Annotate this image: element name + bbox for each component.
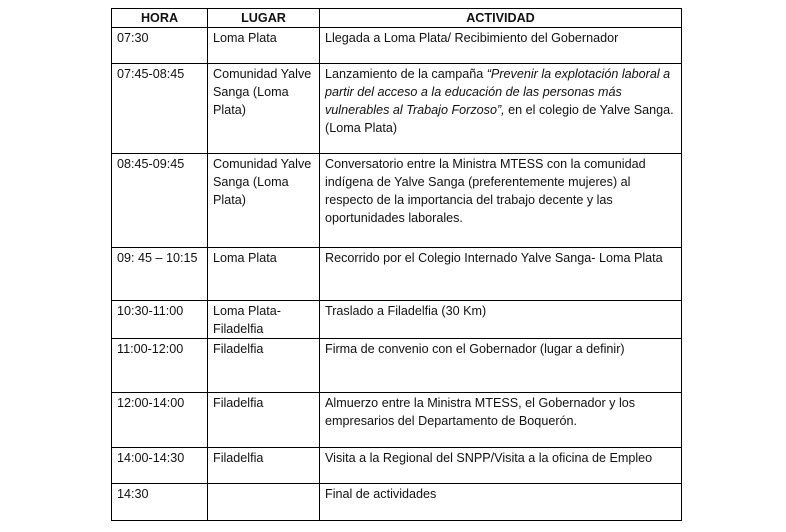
table-row	[112, 448, 682, 484]
cell-actividad: Firma de convenio con el Gobernador (lugar a definir)	[320, 339, 682, 393]
cell-hora: 14:30	[112, 484, 208, 521]
table-row	[112, 154, 682, 248]
header-row	[112, 9, 682, 28]
cell-actividad: Llegada a Loma Plata/ Recibimiento del Gobernador	[320, 28, 682, 64]
cell-lugar: Comunidad Yalve Sanga (Loma Plata)	[208, 64, 320, 154]
cell-actividad: Conversatorio entre la Ministra MTESS con la comunidad indígena de Yalve Sanga (preferentemente mujeres) al respecto de la importancia del trabajo decente y las oportunidades laborales.	[320, 154, 682, 248]
header-lugar: LUGAR	[208, 9, 320, 28]
schedule-table	[111, 8, 682, 521]
cell-hora: 07:30	[112, 28, 208, 64]
table-row	[112, 64, 682, 154]
cell-hora: 07:45-08:45	[112, 64, 208, 154]
cell-lugar	[208, 484, 320, 521]
table-row	[112, 339, 682, 393]
cell-actividad: Final de actividades	[320, 484, 682, 521]
cell-hora: 14:00-14:30	[112, 448, 208, 484]
cell-lugar: Loma Plata	[208, 248, 320, 301]
table-row	[112, 393, 682, 448]
cell-hora: 09: 45 – 10:15	[112, 248, 208, 301]
header-actividad: ACTIVIDAD	[320, 9, 682, 28]
cell-lugar: Filadelfia	[208, 339, 320, 393]
cell-actividad	[320, 64, 682, 154]
header-hora: HORA	[112, 9, 208, 28]
cell-actividad: Recorrido por el Colegio Internado Yalve Sanga- Loma Plata	[320, 248, 682, 301]
cell-lugar: Comunidad Yalve Sanga (Loma Plata)	[208, 154, 320, 248]
cell-actividad: Visita a la Regional del SNPP/Visita a la oficina de Empleo	[320, 448, 682, 484]
cell-lugar: Filadelfia	[208, 393, 320, 448]
table-row	[112, 28, 682, 64]
actividad-text: Lanzamiento de la campaña	[325, 67, 487, 81]
cell-lugar: Filadelfia	[208, 448, 320, 484]
cell-hora: 11:00-12:00	[112, 339, 208, 393]
cell-lugar: Loma Plata- Filadelfia	[208, 301, 320, 339]
table-row	[112, 301, 682, 339]
cell-actividad: Traslado a Filadelfia (30 Km)	[320, 301, 682, 339]
table-row	[112, 248, 682, 301]
cell-actividad: Almuerzo entre la Ministra MTESS, el Gobernador y los empresarios del Departamento de Boquerón.	[320, 393, 682, 448]
cell-lugar: Loma Plata	[208, 28, 320, 64]
cell-hora: 08:45-09:45	[112, 154, 208, 248]
campaign-title: “Prevenir la explotación laboral a partir del acceso a la educación de las personas más vulnerables al Trabajo Forzoso”,	[325, 67, 671, 117]
cell-hora: 10:30-11:00	[112, 301, 208, 339]
table-row	[112, 484, 682, 521]
cell-hora: 12:00-14:00	[112, 393, 208, 448]
actividad-text: en el colegio de Yalve Sanga. (Loma Plata)	[325, 103, 674, 135]
